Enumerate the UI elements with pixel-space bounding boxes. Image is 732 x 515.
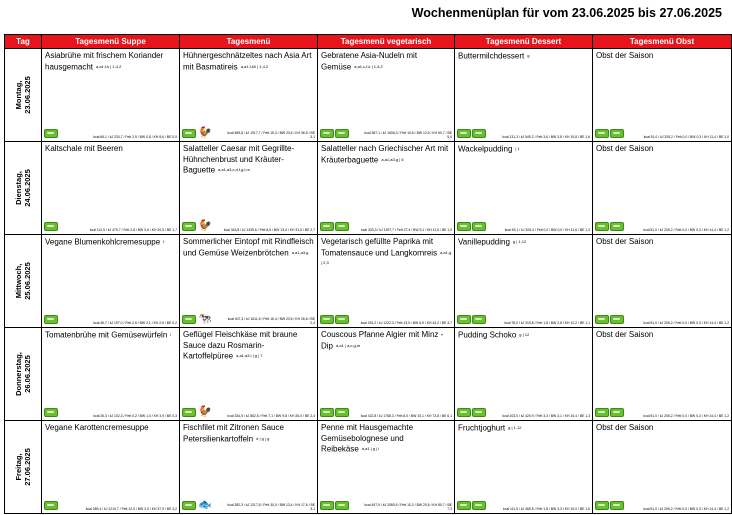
day-label: [14, 352, 32, 396]
dish-name: Gebratene Asia-Nudeln mit Gemüse: [321, 51, 418, 71]
allergen-codes: | 1: [515, 146, 520, 151]
menu-cell-fruit: [593, 421, 732, 514]
dish-text: [180, 421, 317, 444]
vegan-leaf-icon: [182, 408, 196, 417]
allergen-codes: a,a1,f,k0 | 1,4,2: [240, 63, 269, 69]
dish-text: [42, 421, 179, 434]
dish-text: [593, 235, 731, 248]
day-cell: [5, 235, 42, 328]
dish-name: Vegetarisch gefüllte Paprika mit Tomatensauce und Langkornreis: [321, 237, 438, 257]
dish-name: Kaltschale mit Beeren: [45, 144, 123, 153]
dish-text: [455, 49, 592, 62]
nutrition-info: kcal 66,1 / kJ 230,7 / Fett 2,9 / BW 0,8 / KH 8,6 / BE 0,0: [93, 135, 177, 139]
menu-cell-main: [180, 142, 318, 235]
menu-cell-dessert: [455, 142, 593, 235]
nutrition-info: kcal 26,3 / kJ 102,3 / Fett 0,2 / BW 1,0 / KH 3,9 / BE 0,3: [93, 414, 177, 418]
menu-cell-dessert: [455, 421, 593, 514]
allergen-codes: a,a1,f,k | 1,4,2: [96, 63, 122, 69]
day-date: 27.06.2025: [23, 448, 32, 486]
table-row: [5, 235, 732, 328]
nutrition-info: kcal 387,1 / kJ 1606,3 / Fett 10,6 / BW 12,5 / KH 60,7 / BE 5,0: [364, 131, 452, 139]
allergen-codes: d | g | g: [256, 435, 270, 441]
allergen-codes: a,a1,a3,c,d,f,g,l,m: [218, 167, 250, 172]
header-day: Tag: [5, 35, 42, 49]
menu-cell-vegetarian: [318, 328, 455, 421]
vegan-leaf-icon: [457, 501, 471, 510]
menu-cell-fruit: [593, 328, 732, 421]
nutrition-info: kcal 131,3 / kJ 549,2 / Fett 3,6 / BW 3,8 / KH 19,8 / BE 1,6: [502, 135, 590, 139]
menu-cell-soup: [42, 421, 180, 514]
menu-cell-vegetarian: [318, 49, 455, 142]
day-cell: [5, 328, 42, 421]
vegan-leaf-icon: [182, 129, 196, 138]
dish-text: [455, 421, 592, 434]
menu-cell-dessert: [455, 49, 593, 142]
menu-cell-vegetarian: [318, 421, 455, 514]
dish-name: Buttermilchdessert: [458, 51, 525, 61]
vegan-leaf-icon: [457, 222, 471, 231]
nutrition-info: kcal 78,0 / kJ 315,8 / Fett 1,8 / BW 2,8 / KH 12,2 / BE 1,1: [504, 321, 590, 325]
vegan-leaf-icon: [335, 408, 349, 417]
day-name: Donnerstag,: [14, 352, 23, 396]
chicken-icon: 🐓: [198, 220, 212, 232]
nutrition-info: kcal 111,5 / kJ 465,5 / Fett 1,8 / BW 3,3 / KH 19,0 / BE 1,6: [503, 507, 590, 511]
nutrition-info: kcal 331,2 / kJ 1222,3 / Fett 13,0 / BW 6,9 / KH 43,2 / BE 3,7: [360, 321, 452, 325]
vegan-leaf-icon: [472, 129, 486, 138]
day-cell: [5, 49, 42, 142]
menu-cell-main: [180, 421, 318, 514]
menu-cell-dessert: [455, 235, 593, 328]
nutrition-info: kcal 51,0 / kJ 205,2 / Fett 0,0 / BW 0,3 / KH 14,4 / BE 1,2: [643, 321, 729, 325]
header-row: [5, 35, 732, 49]
vegan-leaf-icon: [320, 408, 334, 417]
dish-name: Wackelpudding: [458, 144, 513, 154]
dish-text: [42, 142, 179, 155]
vegan-leaf-icon: [610, 501, 624, 510]
nutrition-info: kcal 407,3 / kJ 1611,5 / Fett 16,4 / BW 23,5 / KH 26,6 / BE 2,4: [227, 317, 315, 325]
dish-text: [180, 49, 317, 72]
day-name: Dienstag,: [14, 171, 23, 205]
vegan-leaf-icon: [610, 315, 624, 324]
dish-name: Tomatenbrühe mit Gemüsewürfeln: [45, 330, 168, 340]
allergen-codes: a,a1 | a,c,g,m: [336, 342, 361, 348]
header-main: Tagesmenü: [180, 35, 318, 49]
vegan-leaf-icon: [610, 129, 624, 138]
table-row: [5, 328, 732, 421]
day-label: [14, 76, 32, 114]
vegan-leaf-icon: [335, 222, 349, 231]
dish-name: Vegane Blumenkohlcremesuppe: [45, 237, 161, 247]
allergen-codes: a,a1,g | 2,3: [321, 249, 452, 266]
day-cell: [5, 142, 42, 235]
vegan-leaf-icon: [44, 222, 58, 231]
chicken-icon: 🐓: [198, 406, 212, 418]
nutrition-info: kcal 51,0 / kJ 205,2 / Fett 0,0 / BW 0,3 / KH 14,4 / BE 1,2: [643, 507, 729, 511]
menu-cell-vegetarian: [318, 142, 455, 235]
cow-icon: 🐄: [198, 313, 212, 325]
dish-text: [455, 328, 592, 341]
dish-text: [180, 328, 317, 362]
dish-name: Fischfilet mit Zitronen Sauce Petersilienkartoffeln: [183, 423, 284, 443]
menu-cell-fruit: [593, 49, 732, 142]
vegan-leaf-icon: [610, 408, 624, 417]
vegan-leaf-icon: [335, 315, 349, 324]
vegan-leaf-icon: [335, 501, 349, 510]
nutrition-info: kcal 289,4 / kJ 1210,7 / Fett 12,0 / BW 2,0 / KH 37,9 / BE 3,2: [85, 507, 177, 511]
dish-name: Vanillepudding: [458, 237, 510, 247]
menu-cell-main: [180, 235, 318, 328]
day-label: [14, 262, 32, 300]
vegan-leaf-icon: [457, 315, 471, 324]
vegan-leaf-icon: [335, 129, 349, 138]
dish-text: [42, 235, 179, 248]
dish-text: [42, 328, 179, 341]
vegan-leaf-icon: [320, 129, 334, 138]
menu-cell-main: [180, 49, 318, 142]
nutrition-info: kcal 51,0 / kJ 205,2 / Fett 0,0 / BW 0,3 / KH 11,4 / BE 1,0: [643, 135, 729, 139]
day-name: Montag,: [14, 80, 23, 110]
vegan-leaf-icon: [182, 222, 196, 231]
menu-cell-fruit: [593, 235, 732, 328]
dish-text: [318, 49, 454, 72]
vegan-leaf-icon: [182, 501, 196, 510]
dish-text: [42, 49, 179, 72]
allergen-codes: a,a1 | g | i: [361, 446, 380, 451]
dish-name: Obst der Saison: [596, 237, 654, 246]
allergen-codes: a,a1,a3,g | 6: [381, 156, 404, 162]
vegan-leaf-icon: [472, 222, 486, 231]
dish-text: [318, 328, 454, 351]
menu-cell-main: [180, 328, 318, 421]
menu-cell-soup: [42, 235, 180, 328]
header-vegetarian: Tagesmenü vegetarisch: [318, 35, 455, 49]
vegan-leaf-icon: [472, 315, 486, 324]
table-row: [5, 49, 732, 142]
dish-name: Salatteller nach Griechischer Art mit Kräuterbaguette: [321, 144, 449, 164]
vegan-leaf-icon: [595, 129, 609, 138]
nutrition-info: kcal 103,0 / kJ 420,9 / Fett 3,3 / BW 3,1 / KH 15,4 / BE 1,3: [502, 414, 590, 418]
allergen-codes: i: [170, 332, 172, 337]
dish-text: [318, 235, 454, 269]
allergen-codes: g: [527, 53, 530, 58]
allergen-codes: a,a1,a3,i | g | 7: [236, 353, 263, 358]
dish-name: Fruchtjoghurt: [458, 423, 506, 433]
dish-text: [318, 142, 454, 165]
dish-text: [455, 235, 592, 248]
vegan-leaf-icon: [472, 408, 486, 417]
nutrition-info: kcal 343,8 / kJ 1439,6 / Fett 8,5 / BW 13,4 / KH 31,6 / BE 2,7: [223, 228, 315, 232]
dish-text: [593, 328, 731, 341]
vegan-leaf-icon: [44, 408, 58, 417]
day-date: 25.06.2025: [23, 262, 32, 300]
day-date: 24.06.2025: [23, 169, 32, 207]
dish-text: [593, 142, 731, 155]
nutrition-info: kcal 489,8 / kJ 1917,7 / Fett 15,3 / BW 23,5 / KH 36,5 / BE 3,1: [227, 131, 315, 139]
dish-name: Obst der Saison: [596, 144, 654, 153]
vegan-leaf-icon: [472, 501, 486, 510]
dish-name: Obst der Saison: [596, 423, 654, 432]
menu-table: [4, 34, 732, 514]
menu-cell-dessert: [455, 328, 593, 421]
vegan-leaf-icon: [595, 501, 609, 510]
fish-icon: 🐟: [198, 499, 212, 511]
nutrition-info: kcal 382,3 / kJ 1217,8 / Fett 30,0 / BW 13,4 / KH 17,6 / BE 3,1: [227, 503, 315, 511]
page-title: Wochenmenüplan für vom 23.06.2025 bis 27.06.2025: [411, 6, 722, 20]
nutrition-info: kcal 334,5 / kJ 862,5 / Fett 7,1 / BW 9,8 / KH 26,0 / BE 2,4: [227, 414, 315, 418]
allergen-codes: f: [163, 239, 165, 244]
dish-name: Obst der Saison: [596, 330, 654, 339]
day-name: Mittwoch,: [14, 263, 23, 299]
dish-text: [455, 142, 592, 155]
dish-name: Salatteller Caesar mit Gegrillte-Hühnchenbrust und Kräuter-Baguette: [183, 144, 295, 175]
allergen-codes: a,a1,a3,g: [291, 249, 309, 255]
nutrition-info: kcal 49,1 / kJ 205,4 / Fett 0,0 / BW 0,0 / KH 11,6 / BE 1,0: [504, 228, 590, 232]
dish-name: Penne mit Hausgemachte Gemüsebolognese und Reibekäse: [321, 423, 414, 454]
nutrition-info: kcal 46,7 / kJ 197,0 / Fett 2,6 / BW 2,1 / KH 2,6 / BE 0,2: [93, 321, 177, 325]
menu-cell-soup: [42, 49, 180, 142]
nutrition-info: kcal 497,5 / kJ 2080,5 / Fett 10,2 / BW 20,5 / KH 80,7 / BE 7,3: [364, 503, 452, 511]
dish-name: Obst der Saison: [596, 51, 654, 60]
header-dessert: Tagesmenü Dessert: [455, 35, 593, 49]
allergen-codes: a,a1,c,f,k | 1,4,2: [354, 63, 383, 69]
day-name: Freitag,: [14, 453, 23, 481]
dish-name: Couscous Pfanne Algier mit Minz -Dip: [321, 330, 444, 350]
vegan-leaf-icon: [610, 222, 624, 231]
vegan-leaf-icon: [44, 129, 58, 138]
vegan-leaf-icon: [320, 222, 334, 231]
dish-name: Hühnergeschnätzeltes nach Asia Art mit Basmatireis: [183, 51, 312, 71]
dish-name: Vegane Karottencremesuppe: [45, 423, 149, 432]
vegan-leaf-icon: [595, 222, 609, 231]
table-row: [5, 142, 732, 235]
nutrition-info: kcal 333,3 / kJ 1397,7 / Fett 27,4 / BW 9,1 / KH 11,5 / BE 1,0: [361, 228, 452, 232]
menu-cell-soup: [42, 328, 180, 421]
header-soup: Tagesmenü Suppe: [42, 35, 180, 49]
dish-name: Asiabrühe mit frischem Koriander hausgemacht: [45, 51, 164, 71]
day-label: [14, 448, 32, 486]
menu-cell-soup: [42, 142, 180, 235]
nutrition-info: kcal 112,5 / kJ 470,7 / Fett 2,8 / BW 0,6 / KH 20,5 / BE 1,7: [89, 228, 177, 232]
nutrition-info: kcal 51,0 / kJ 205,2 / Fett 0,0 / BW 0,3 / KH 14,4 / BE 1,2: [643, 228, 729, 232]
dish-text: [593, 49, 731, 62]
vegan-leaf-icon: [595, 315, 609, 324]
allergen-codes: g | 12: [519, 332, 530, 337]
dish-text: [180, 235, 317, 258]
day-date: 26.06.2025: [23, 355, 32, 393]
vegan-leaf-icon: [595, 408, 609, 417]
vegan-leaf-icon: [320, 501, 334, 510]
vegan-leaf-icon: [182, 315, 196, 324]
menu-cell-fruit: [593, 142, 732, 235]
dish-name: Sommerlicher Eintopf mit Rindfleisch und Gemüse Weizenbrötchen: [183, 237, 314, 257]
header-fruit: Tagesmenü Obst: [593, 35, 732, 49]
day-date: 23.06.2025: [23, 76, 32, 114]
table-row: [5, 421, 732, 514]
dish-name: Pudding Schoko: [458, 330, 517, 340]
allergen-codes: g | 1,12: [512, 239, 527, 244]
vegan-leaf-icon: [457, 408, 471, 417]
nutrition-info: kcal 51,0 / kJ 205,2 / Fett 0,0 / BW 0,3 / KH 14,4 / BE 1,2: [643, 414, 729, 418]
chicken-icon: 🐓: [198, 127, 212, 139]
nutrition-info: kcal 422,8 / kJ 1768,3 / Fett 8,0 / BW 10,1 / KH 73,8 / BE 6,1: [360, 414, 452, 418]
menu-cell-vegetarian: [318, 235, 455, 328]
vegan-leaf-icon: [457, 129, 471, 138]
dish-text: [180, 142, 317, 176]
day-label: [14, 169, 32, 207]
allergen-codes: g | 1,12: [508, 425, 522, 430]
day-cell: [5, 421, 42, 514]
dish-text: [593, 421, 731, 434]
vegan-leaf-icon: [320, 315, 334, 324]
dish-text: [318, 421, 454, 455]
vegan-leaf-icon: [44, 501, 58, 510]
vegan-leaf-icon: [44, 315, 58, 324]
dish-name: Geflügel Fleischkäse mit braune Sauce dazu Rosmarin-Kartoffelpüree: [183, 330, 298, 361]
